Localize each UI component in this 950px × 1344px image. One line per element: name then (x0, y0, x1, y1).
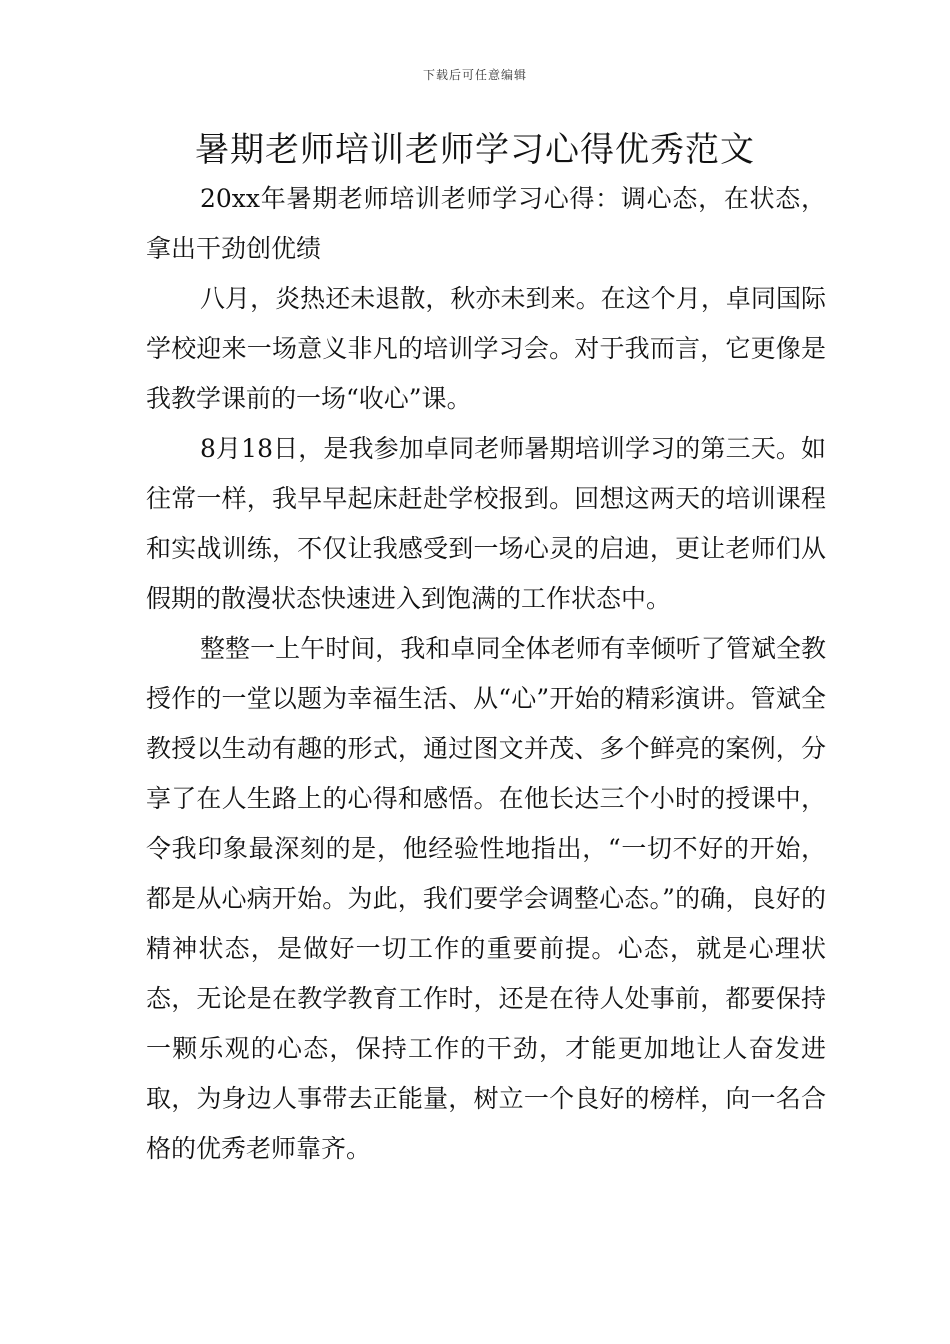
paragraph-3: 整整一上午时间，我和卓同全体老师有幸倾听了管斌全教授作的一堂以题为幸福生活、从“心”开始的精彩演讲。管斌全教授以生动有趣的形式，通过图文并茂、多个鲜亮的案例，分享了在人生路上的心得和感悟。在他长达三个小时的授课中，令我印象最深刻的是，他经验性地指出，“一切不好的开始，都是从心病开始。为此，我们要学会调整心态。”的确，良好的精神状态，是做好一切工作的重要前提。心态，就是心理状态，无论是在教学教育工作时，还是在待人处事前，都要保持一颗乐观的心态，保持工作的干劲，才能更加地让人奋发进取，为身边人事带去正能量，树立一个良好的榜样，向一名合格的优秀老师靠齐。 (146, 634, 826, 1163)
document-body (146, 174, 826, 1174)
paragraph-2: 8月18日，是我参加卓同老师暑期培训学习的第三天。如往常一样，我早早起床赶赴学校报到。回想这两天的培训课程和实战训练，不仅让我感受到一场心灵的启迪，更让老师们从假期的散漫状态快速进入到饱满的工作状态中。 (146, 434, 826, 613)
header-note: 下载后可任意编辑 (422, 68, 527, 82)
document-title: 暑期老师培训老师学习心得优秀范文 (195, 130, 755, 170)
paragraph-subtitle: 20xx年暑期老师培训老师学习心得：调心态，在状态，拿出干劲创优绩 (146, 184, 826, 263)
paragraph-1: 八月，炎热还未退散，秋亦未到来。在这个月，卓同国际学校迎来一场意义非凡的培训学习会。对于我而言，它更像是我教学课前的一场“收心”课。 (146, 284, 826, 413)
